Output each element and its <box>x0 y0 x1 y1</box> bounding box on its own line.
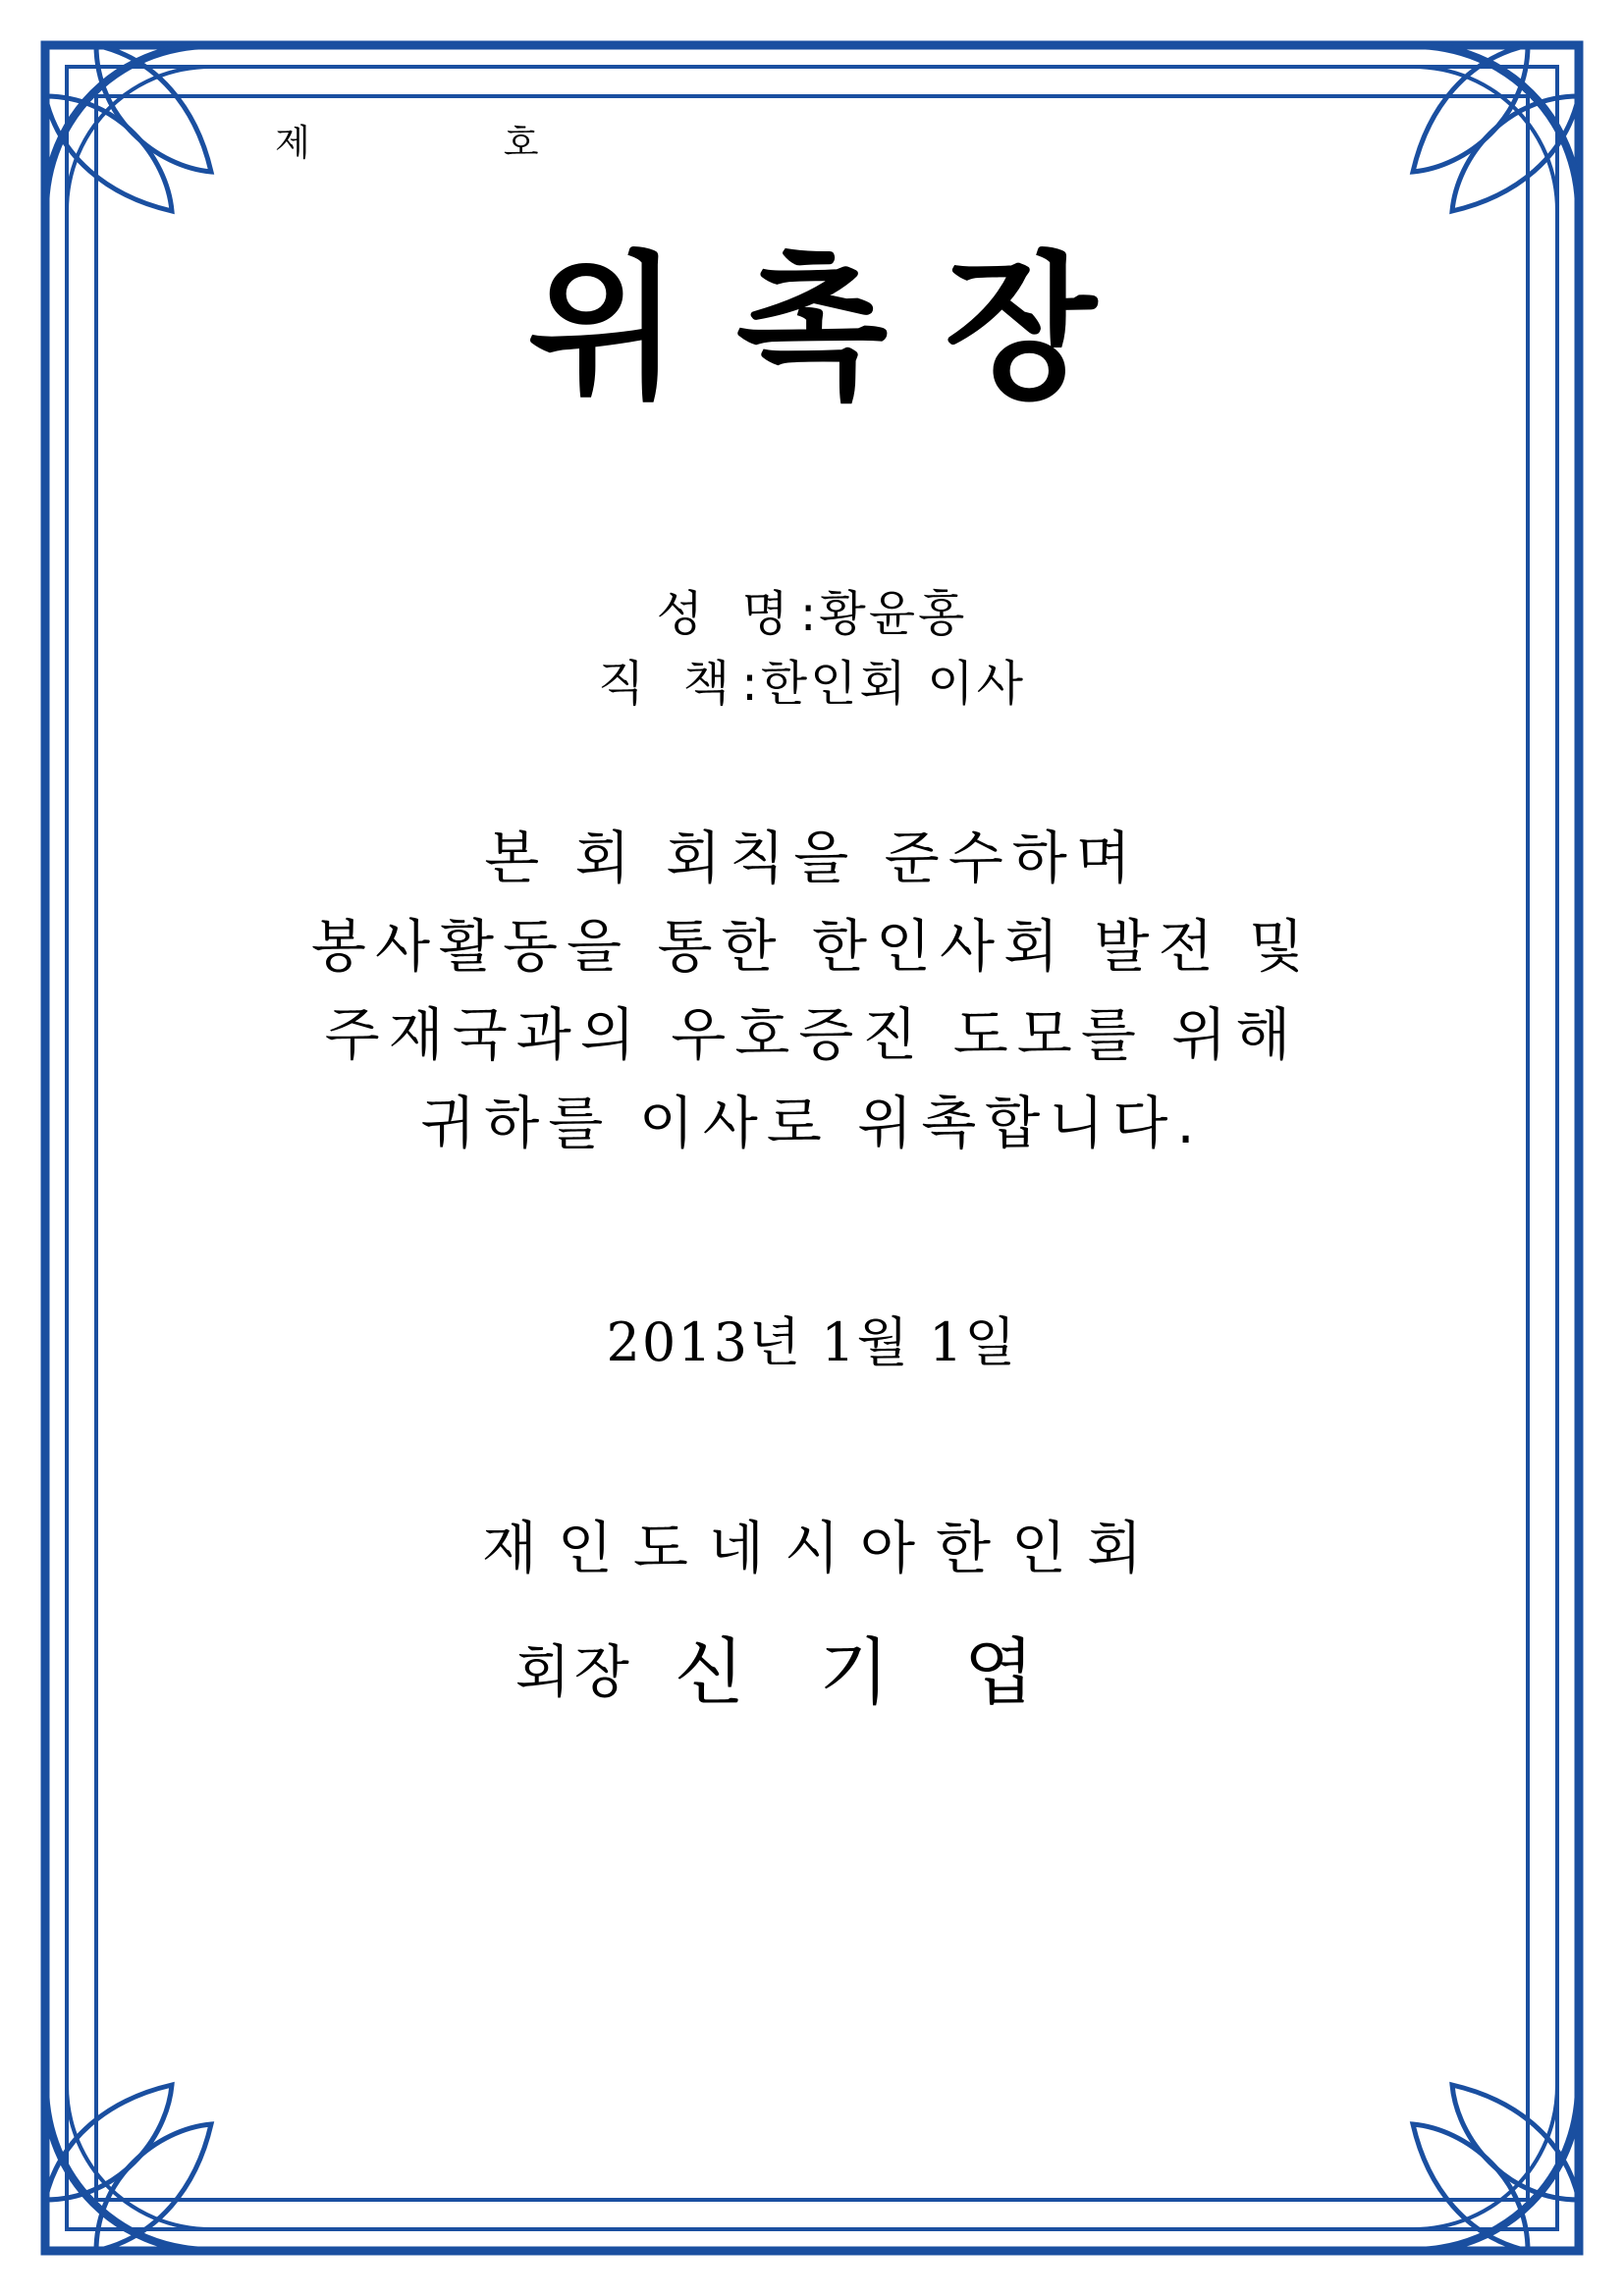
body-line-1: 본 회 회칙을 준수하며 <box>484 825 1140 891</box>
certificate-body <box>147 815 1477 1168</box>
serial-number-line <box>275 113 541 166</box>
recipient-info <box>147 579 1477 719</box>
recipient-position-value: 한인회 이사 <box>760 656 1026 713</box>
body-line-2: 봉사활동을 통한 한인사회 발전 및 <box>310 912 1314 980</box>
serial-suffix: 호 <box>503 122 541 164</box>
body-line-4: 귀하를 이사로 위촉합니다. <box>420 1089 1204 1156</box>
issue-date: 2013년 1월 1일 <box>606 1311 1018 1373</box>
recipient-name-row <box>147 579 1477 649</box>
colon-1: : <box>799 586 820 642</box>
serial-prefix: 제 <box>275 122 312 164</box>
recipient-position-label: 직 책 <box>597 656 742 713</box>
recipient-name-label: 성 명 <box>656 586 800 642</box>
page-title: 위촉장 <box>527 236 1154 420</box>
signer-name: 신기엽 <box>674 1630 1110 1715</box>
recipient-position-row <box>147 649 1477 719</box>
certificate-content <box>147 88 1477 2209</box>
colon-2: : <box>741 656 761 713</box>
signer-line <box>147 1615 1477 1719</box>
recipient-name-value: 황윤홍 <box>819 586 968 642</box>
signer-role: 회장 <box>514 1638 633 1705</box>
body-line-3: 주재국과의 우호증진 도모를 위해 <box>324 1000 1300 1068</box>
organization-name: 재인도네시아한인회 <box>481 1515 1164 1581</box>
